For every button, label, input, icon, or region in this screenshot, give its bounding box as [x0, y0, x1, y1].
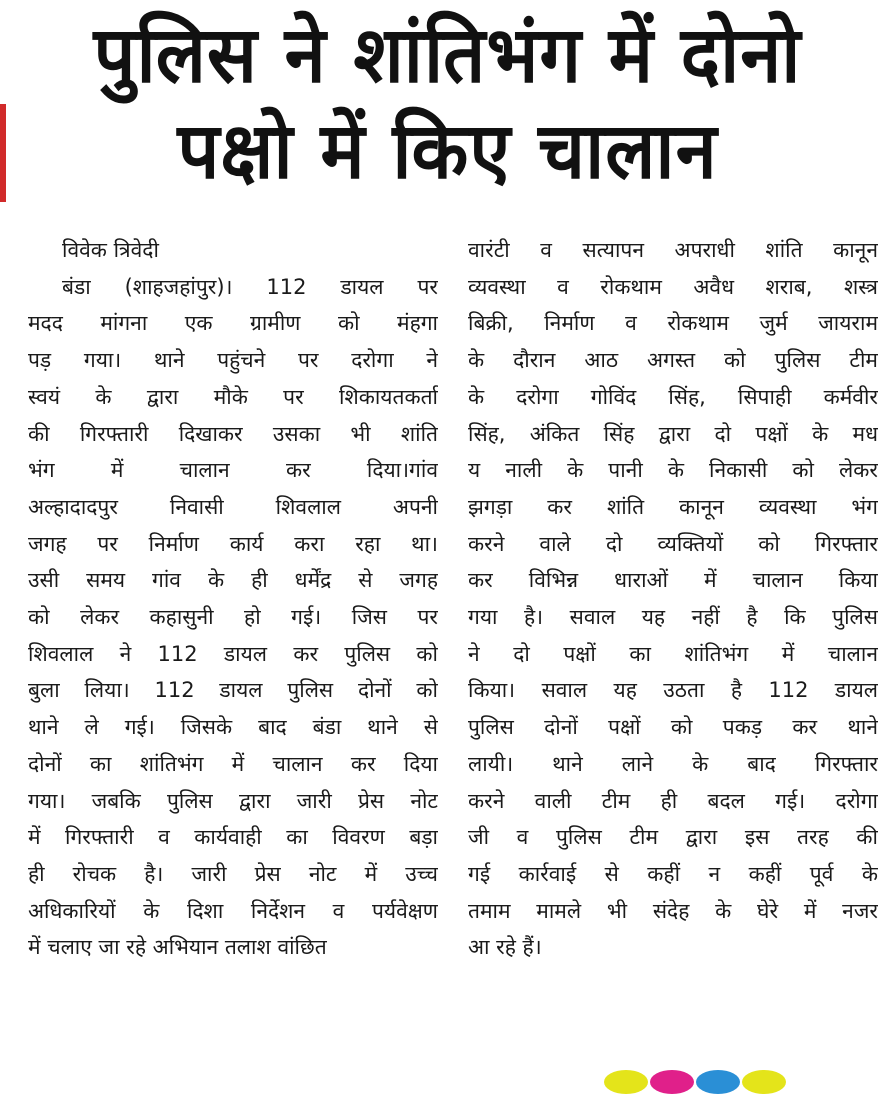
- article-line: जगह पर निर्माण कार्य करा रहा था।: [28, 531, 438, 556]
- article-line: मदद मांगना एक ग्रामीण को मंहगा: [28, 311, 438, 336]
- article-line: वारंटी व सत्यापन अपराधी शांति कानून: [468, 238, 878, 262]
- article-line: में चलाए जा रहे अभियान तलाश वांछित: [28, 935, 327, 960]
- article-line: के दौरान आठ अगस्त को पुलिस टीम: [468, 348, 878, 373]
- article-line: बुला लिया। 112 डायल पुलिस दोनों को: [28, 678, 438, 703]
- article-line: में गिरफ्तारी व कार्यवाही का विवरण बड़ा: [28, 825, 438, 850]
- article-line: गई कार्रवाई से कहीं न कहीं पूर्व के: [468, 861, 878, 886]
- article-line: ही रोचक है। जारी प्रेस नोट में उच्च: [28, 861, 438, 886]
- right-column-text: [468, 232, 878, 966]
- color-dot: [696, 1070, 740, 1094]
- article-line: दोनों का शांतिभंग में चालान कर दिया: [28, 751, 438, 776]
- article-line: थाने ले गई। जिसके बाद बंडा थाने से: [28, 715, 438, 740]
- article-line: करने वाले दो व्यक्तियों को गिरफ्तार: [468, 531, 878, 556]
- article-line: पुलिस दोनों पक्षों को पकड़ कर थाने: [468, 715, 878, 740]
- article-line: अल्हादादपुर निवासी शिवलाल अपनी: [28, 494, 438, 519]
- article-line: भंग में चालान कर दिया।गांव: [28, 458, 438, 483]
- article-line: य नाली के पानी के निकासी को लेकर: [468, 458, 878, 483]
- article-line: बंडा (शाहजहांपुर)। 112 डायल पर: [62, 274, 438, 299]
- byline: विवेक त्रिवेदी: [62, 238, 159, 262]
- headline-line-1: पुलिस ने शांतिभंग में दोनो: [93, 9, 802, 101]
- print-color-registration-marks: [604, 1070, 788, 1094]
- article-line: शिवलाल ने 112 डायल कर पुलिस को: [28, 641, 438, 666]
- article-line: स्वयं के द्वारा मौके पर शिकायतकर्ता: [28, 384, 438, 409]
- article-line: पड़ गया। थाने पहुंचने पर दरोगा ने: [28, 348, 438, 373]
- article-line: गया है। सवाल यह नहीं है कि पुलिस: [468, 605, 878, 630]
- color-dot: [604, 1070, 648, 1094]
- article-line: बिक्री, निर्माण व रोकथाम जुर्म जायराम: [468, 311, 878, 336]
- article-line: कर विभिन्न धाराओं में चालान किया: [468, 568, 878, 593]
- article-line: की गिरफ्तारी दिखाकर उसका भी शांति: [28, 421, 438, 446]
- color-dot: [742, 1070, 786, 1094]
- color-dot: [650, 1070, 694, 1094]
- article-line: व्यवस्था व रोकथाम अवैध शराब, शस्त्र: [468, 274, 878, 299]
- headline: [0, 9, 895, 197]
- article-column-left: [28, 232, 438, 966]
- article-line: आ रहे हैं।: [468, 935, 542, 960]
- article-line: लायी। थाने लाने के बाद गिरफ्तार: [468, 751, 878, 776]
- article-line: अधिकारियों के दिशा निर्देशन व पर्यवेक्षण: [28, 898, 438, 923]
- article-line: के दरोगा गोविंद सिंह, सिपाही कर्मवीर: [468, 384, 878, 409]
- article-line: उसी समय गांव के ही धर्मेंद्र से जगह: [28, 568, 438, 593]
- article-column-right: [468, 232, 878, 966]
- article-line: गया। जबकि पुलिस द्वारा जारी प्रेस नोट: [28, 788, 438, 813]
- article-line: ने दो पक्षों का शांतिभंग में चालान: [468, 641, 878, 666]
- article-line: करने वाली टीम ही बदल गई। दरोगा: [468, 788, 878, 813]
- article-line: झगड़ा कर शांति कानून व्यवस्था भंग: [468, 494, 878, 519]
- article-line: किया। सवाल यह उठता है 112 डायल: [468, 678, 878, 703]
- left-column-text: [28, 269, 438, 966]
- article-line: सिंह, अंकित सिंह द्वारा दो पक्षों के मध: [468, 421, 878, 446]
- article-line: तमाम मामले भी संदेह के घेरे में नजर: [468, 898, 878, 923]
- article-line: को लेकर कहासुनी हो गई। जिस पर: [28, 605, 438, 630]
- article-line: जी व पुलिस टीम द्वारा इस तरह की: [468, 825, 878, 850]
- headline-line-2: पक्षो में किए चालान: [177, 105, 718, 197]
